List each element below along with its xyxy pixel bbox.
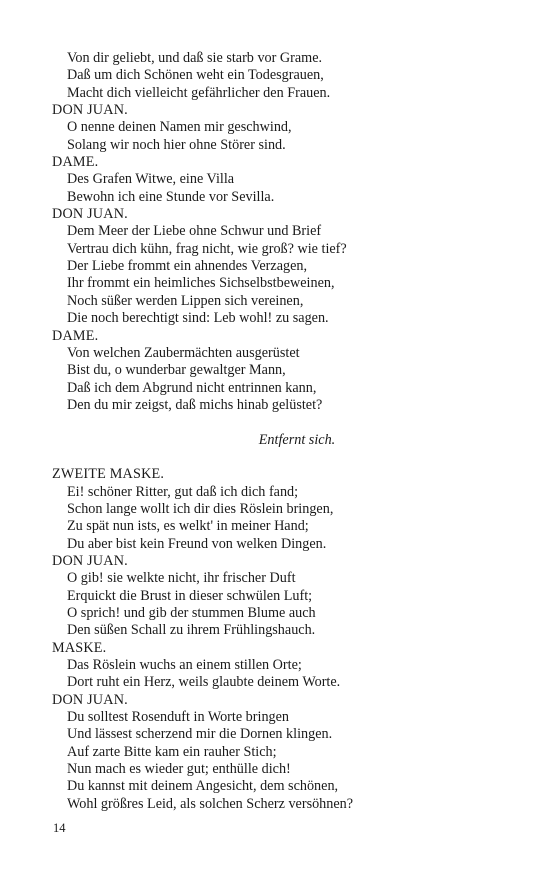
verse-line: Erquickt die Brust in dieser schwülen Luft; bbox=[67, 587, 313, 604]
speaker-name: ZWEITE MASKE. bbox=[52, 466, 165, 483]
verse-line: Noch süßer werden Lippen sich vereinen, bbox=[67, 292, 304, 309]
verse-line: Auf zarte Bitte kam ein rauher Stich; bbox=[67, 743, 277, 760]
verse-line: Und lässest scherzend mir die Dornen klingen. bbox=[67, 726, 333, 743]
speaker-name: DAME. bbox=[52, 154, 99, 171]
verse-line: Daß um dich Schönen weht ein Todesgrauen, bbox=[67, 67, 324, 84]
speaker-name: MASKE. bbox=[52, 639, 107, 656]
speaker-name: DON JUAN. bbox=[52, 206, 128, 223]
blank-line bbox=[52, 449, 512, 466]
speaker-name: DON JUAN. bbox=[52, 552, 128, 569]
verse-line: Nun mach es wieder gut; enthülle dich! bbox=[67, 761, 291, 778]
verse-line: Dem Meer der Liebe ohne Schwur und Brief bbox=[67, 223, 322, 240]
play-text bbox=[52, 50, 512, 813]
verse-line: Bist du, o wunderbar gewaltger Mann, bbox=[67, 362, 286, 379]
verse-line: Macht dich vielleicht gefährlicher den Frauen. bbox=[67, 84, 331, 101]
speaker-name: DON JUAN. bbox=[52, 102, 128, 119]
verse-line: Du kannst mit deinem Angesicht, dem schönen, bbox=[67, 778, 339, 795]
stage-direction: Entfernt sich. bbox=[258, 431, 336, 448]
verse-line: Von welchen Zaubermächten ausgerüstet bbox=[67, 344, 300, 361]
verse-line: Zu spät nun ists, es welkt' in meiner Hand; bbox=[67, 518, 309, 535]
verse-line: Ei! schöner Ritter, gut daß ich dich fand; bbox=[67, 483, 299, 500]
speaker-name: DAME. bbox=[52, 327, 99, 344]
verse-line: Dort ruht ein Herz, weils glaubte deinem Worte. bbox=[67, 674, 341, 691]
speaker-name: DON JUAN. bbox=[52, 691, 128, 708]
verse-line: Du solltest Rosenduft in Worte bringen bbox=[67, 709, 290, 726]
verse-line: Den du mir zeigst, daß michs hinab gelüstet? bbox=[67, 396, 323, 413]
page-number: 14 bbox=[53, 821, 66, 835]
verse-line: Von dir geliebt, und daß sie starb vor Grame. bbox=[67, 50, 323, 66]
verse-line: Vertrau dich kühn, frag nicht, wie groß? wie tief? bbox=[67, 240, 347, 257]
verse-line: Ihr frommt ein heimliches Sichselbstbeweinen, bbox=[67, 275, 335, 292]
verse-line: O gib! sie welkte nicht, ihr frischer Duft bbox=[67, 570, 296, 587]
verse-line: Solang wir noch hier ohne Störer sind. bbox=[67, 136, 286, 153]
verse-line: Den süßen Schall zu ihrem Frühlingshauch. bbox=[67, 622, 316, 639]
verse-line: Bewohn ich eine Stunde vor Sevilla. bbox=[67, 188, 275, 205]
verse-line: Daß ich dem Abgrund nicht entrinnen kann, bbox=[67, 379, 317, 396]
verse-line: Die noch berechtigt sind: Leb wohl! zu sagen. bbox=[67, 310, 329, 327]
verse-line: O sprich! und gib der stummen Blume auch bbox=[67, 605, 316, 621]
verse-line: Schon lange wollt ich dir dies Röslein bringen, bbox=[67, 500, 334, 517]
verse-line: Das Röslein wuchs an einem stillen Orte; bbox=[67, 657, 302, 674]
verse-line: Der Liebe frommt ein ahnendes Verzagen, bbox=[67, 258, 308, 275]
verse-line: O nenne deinen Namen mir geschwind, bbox=[67, 119, 292, 136]
verse-line: Wohl größres Leid, als solchen Scherz versöhnen? bbox=[67, 795, 354, 812]
blank-line bbox=[52, 414, 512, 431]
verse-line: Du aber bist kein Freund von welken Dingen. bbox=[67, 535, 327, 552]
verse-line: Des Grafen Witwe, eine Villa bbox=[67, 171, 235, 188]
